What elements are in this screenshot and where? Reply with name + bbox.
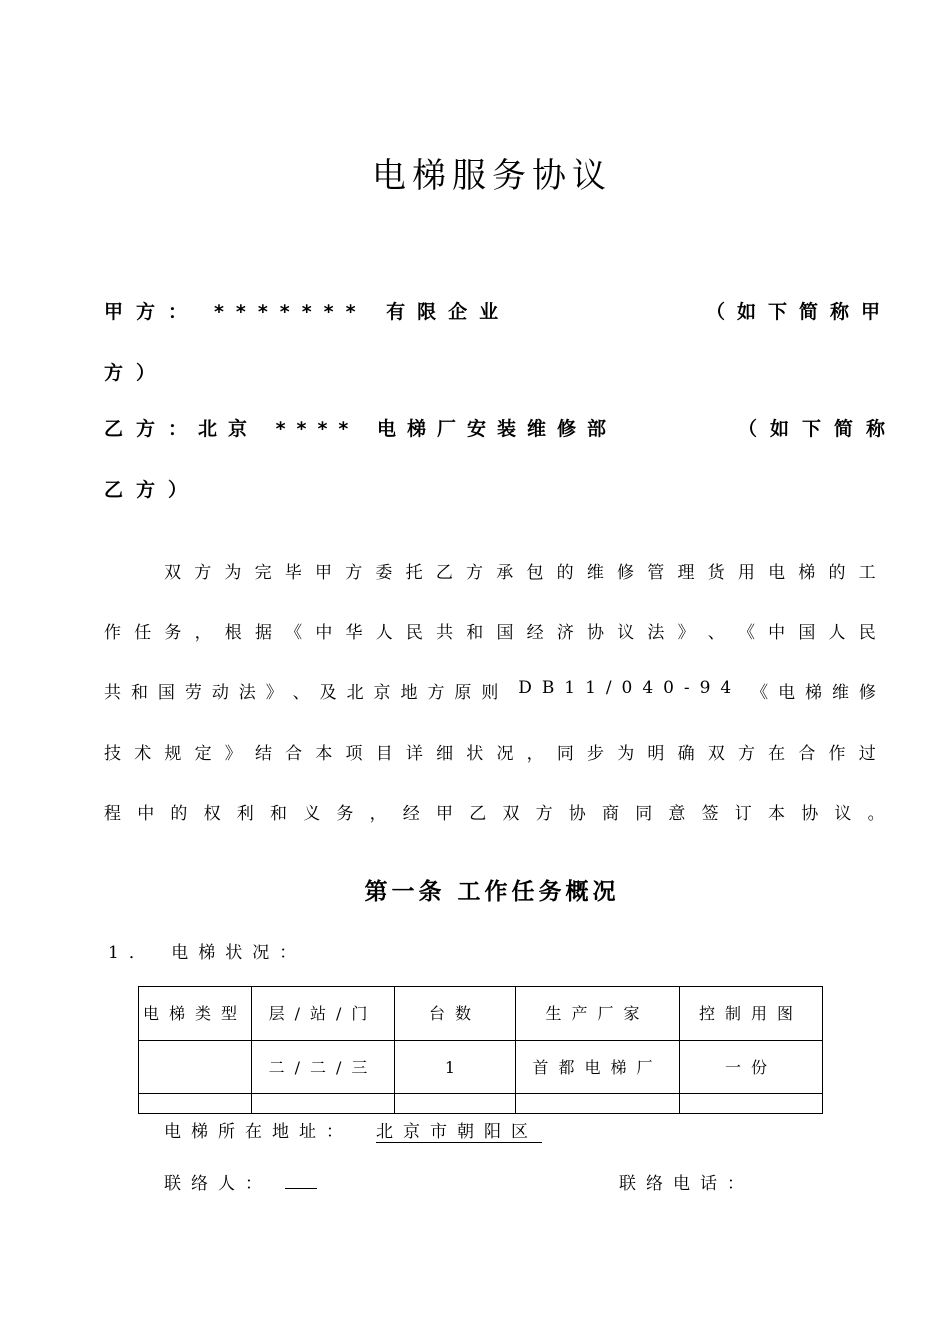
preamble-char: 《 — [285, 623, 303, 643]
preamble-char: 本 — [315, 744, 333, 764]
preamble-char: 乙 — [435, 563, 453, 583]
preamble-char: 协 — [587, 623, 604, 643]
preamble-char: 方 — [737, 744, 755, 764]
preamble-char: 的 — [556, 563, 574, 583]
table-cell: 1 — [395, 1041, 516, 1094]
preamble-char: 地 — [400, 683, 418, 703]
preamble-char: 作 — [828, 744, 846, 764]
table-cell: 一份 — [680, 1041, 823, 1094]
preamble-char: 步 — [587, 744, 604, 764]
preamble-char: 同 — [556, 744, 574, 764]
table-cell — [252, 1094, 395, 1114]
preamble-char: 确 — [677, 744, 695, 764]
preamble-char: 项 — [345, 744, 363, 764]
preamble-char: 和 — [466, 623, 484, 643]
table-row — [139, 1094, 823, 1114]
contact-label: 联络人： — [164, 1174, 272, 1194]
preamble-char: ， — [194, 623, 212, 643]
table-header-cell: 生产厂家 — [516, 987, 680, 1041]
preamble-char: 规 — [164, 744, 182, 764]
preamble-char: 毕 — [284, 563, 302, 583]
preamble-char: 4 — [642, 678, 654, 698]
preamble-char: 动 — [211, 683, 229, 703]
table-header-cell: 层/站/门 — [252, 987, 395, 1041]
preamble-char: 》 — [265, 683, 283, 703]
preamble-char: 为 — [224, 563, 242, 583]
table-cell — [139, 1041, 252, 1094]
preamble-char: 任 — [134, 623, 152, 643]
preamble-char: 合 — [798, 744, 816, 764]
preamble-char: 状 — [466, 744, 484, 764]
preamble-char: 据 — [254, 623, 272, 643]
address-value: 北京市朝阳区 — [376, 1117, 542, 1143]
item-elevator-status: 1． 电梯状况： — [108, 943, 307, 963]
party-a-name: ******* 有限企业 — [214, 301, 511, 323]
preamble-line-text: 程中的权利和义务，经甲乙双方协商同意签订本协议。 — [104, 804, 901, 824]
preamble-char: 华 — [345, 623, 363, 643]
preamble-char: 委 — [375, 563, 393, 583]
preamble-char: 双 — [707, 744, 725, 764]
preamble-char: - — [683, 678, 690, 698]
preamble-line — [104, 739, 876, 764]
preamble-char: D — [518, 678, 532, 698]
preamble-char: 、 — [707, 623, 725, 643]
table-header-cell: 台数 — [395, 987, 516, 1041]
preamble-char: 方 — [345, 563, 363, 583]
preamble-char: 经 — [526, 623, 544, 643]
preamble-char: 4 — [720, 678, 732, 698]
preamble-char: 过 — [858, 744, 876, 764]
preamble-char: 1 — [585, 678, 596, 698]
preamble-char: 电 — [768, 563, 786, 583]
preamble-char: 国 — [496, 623, 514, 643]
preamble-char: 根 — [224, 623, 242, 643]
preamble-char: 9 — [699, 678, 711, 698]
preamble-char: 》 — [677, 623, 695, 643]
preamble-char: 况 — [496, 744, 514, 764]
preamble-char: 管 — [647, 563, 665, 583]
preamble-char: 细 — [436, 744, 454, 764]
preamble-char: 定 — [194, 744, 212, 764]
preamble-char: 及 — [319, 683, 337, 703]
preamble-char: 包 — [526, 563, 544, 583]
preamble-char: 技 — [104, 744, 121, 764]
preamble-line — [104, 618, 876, 643]
preamble-char: 甲 — [315, 563, 333, 583]
preamble-char: 1 — [564, 678, 576, 698]
preamble-char: 方 — [194, 563, 212, 583]
preamble-char: 作 — [104, 623, 121, 643]
party-b-name: 北京 **** 电梯厂安装维修部 — [198, 418, 617, 440]
preamble-line — [164, 558, 876, 583]
preamble-char: ， — [526, 744, 544, 764]
table-row — [139, 1041, 823, 1094]
preamble-char: 法 — [238, 683, 256, 703]
party-b-alias-2: 乙方） — [104, 479, 201, 501]
preamble-char: 则 — [481, 683, 499, 703]
preamble-char: 济 — [556, 623, 574, 643]
preamble-char: 为 — [617, 744, 635, 764]
table-header-cell: 控制用图 — [680, 987, 823, 1041]
preamble-char: 0 — [663, 678, 674, 698]
preamble-char: 民 — [405, 623, 423, 643]
preamble-char: / — [605, 678, 612, 698]
preamble-char: 京 — [373, 683, 391, 703]
preamble-char: 结 — [254, 744, 272, 764]
preamble-char: 《 — [737, 623, 755, 643]
preamble-char: 国 — [798, 623, 816, 643]
preamble-char: 中 — [315, 623, 333, 643]
preamble-char: 法 — [647, 623, 665, 643]
preamble-char: 的 — [828, 563, 846, 583]
table-cell: 首都电梯厂 — [516, 1041, 680, 1094]
preamble-char: 人 — [828, 623, 846, 643]
preamble-line — [104, 799, 901, 824]
table-cell — [139, 1094, 252, 1114]
preamble-char: 国 — [157, 683, 175, 703]
preamble-char: 明 — [647, 744, 665, 764]
preamble-char: 和 — [130, 683, 148, 703]
preamble-char: 维 — [831, 683, 849, 703]
preamble-char: 电 — [778, 683, 796, 703]
preamble-char: 梯 — [805, 683, 823, 703]
address-label: 电梯所在地址： — [164, 1122, 353, 1142]
preamble-line — [104, 678, 876, 703]
preamble-char: 方 — [466, 563, 484, 583]
section-heading: 第一条 工作任务概况 — [364, 879, 620, 905]
preamble-char: B — [541, 678, 555, 698]
document-title: 电梯服务协议 — [372, 156, 612, 196]
preamble-char: 工 — [858, 563, 876, 583]
preamble-char: 原 — [454, 683, 472, 703]
table-cell — [516, 1094, 680, 1114]
preamble-char: 、 — [292, 683, 310, 703]
preamble-char: 双 — [164, 563, 181, 583]
preamble-char: 》 — [224, 744, 242, 764]
preamble-char: 议 — [617, 623, 635, 643]
preamble-char: 理 — [677, 563, 695, 583]
party-b-label: 乙方： — [104, 418, 201, 440]
preamble-char: 修 — [617, 563, 635, 583]
table-header-row — [139, 987, 823, 1041]
preamble-char: 梯 — [798, 563, 816, 583]
preamble-char: 《 — [751, 683, 769, 703]
party-a-alias-2: 方） — [104, 362, 169, 384]
party-b-alias-1: （如下简称 — [738, 418, 899, 440]
preamble-char: 完 — [254, 563, 272, 583]
preamble-char: 货 — [707, 563, 725, 583]
preamble-char: 在 — [768, 744, 786, 764]
preamble-char: 托 — [405, 563, 423, 583]
preamble-char: 北 — [346, 683, 364, 703]
preamble-char: 用 — [737, 563, 755, 583]
elevator-spec-table — [138, 986, 823, 1114]
preamble-char: 维 — [586, 563, 604, 583]
table-cell — [395, 1094, 516, 1114]
preamble-char: 人 — [375, 623, 393, 643]
preamble-char: 详 — [405, 744, 423, 764]
preamble-char: 承 — [496, 563, 514, 583]
preamble-char: 共 — [104, 683, 121, 703]
preamble-char: 中 — [768, 623, 786, 643]
party-a-alias-1: （如下简称甲 — [706, 301, 893, 323]
preamble-char: 术 — [134, 744, 152, 764]
preamble-char: 合 — [285, 744, 303, 764]
preamble-char: 共 — [436, 623, 454, 643]
table-cell: 二/二/三 — [252, 1041, 395, 1094]
party-a-label: 甲方： — [104, 301, 201, 323]
phone-label: 联络电话： — [619, 1174, 754, 1194]
table-header-cell: 电梯类型 — [139, 987, 252, 1041]
table-cell — [680, 1094, 823, 1114]
preamble-char: 务 — [164, 623, 182, 643]
preamble-char: 目 — [375, 744, 393, 764]
contact-blank — [285, 1188, 317, 1189]
preamble-char: 修 — [858, 683, 876, 703]
preamble-char: 0 — [621, 678, 633, 698]
preamble-char: 民 — [858, 623, 876, 643]
preamble-char: 方 — [427, 683, 445, 703]
preamble-char: 劳 — [184, 683, 202, 703]
